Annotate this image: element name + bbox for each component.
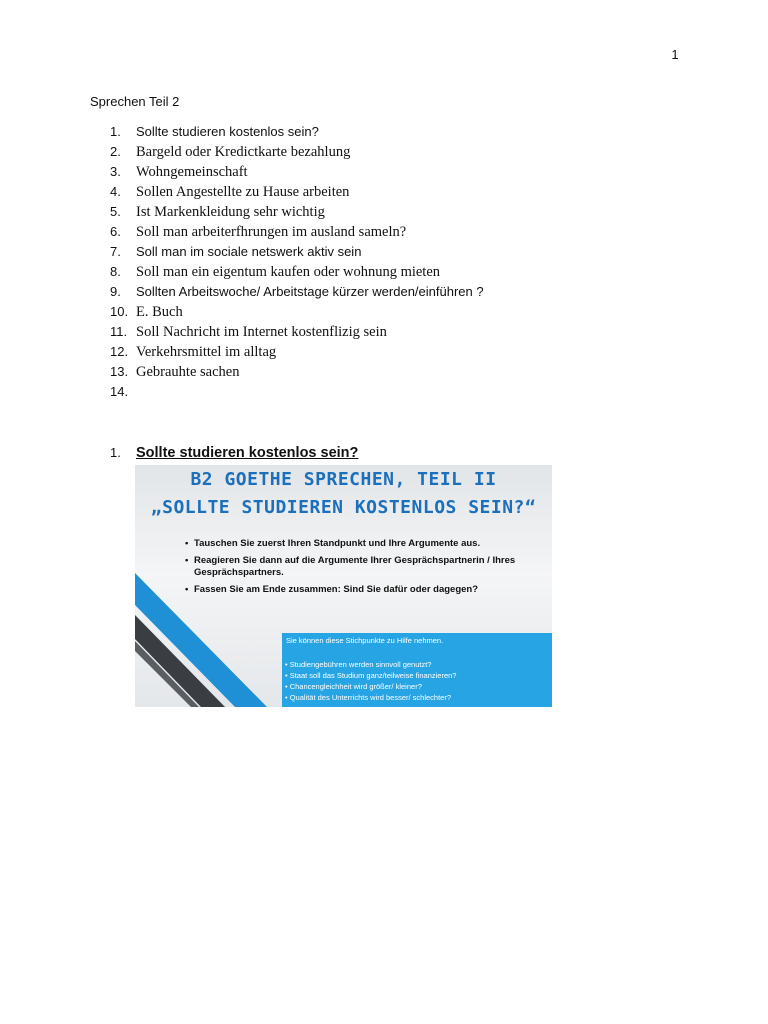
page-number: 1 — [671, 47, 679, 62]
section-number: 1. — [110, 445, 121, 460]
topic-text: Soll man ein eigentum kaufen oder wohnung mieten — [136, 264, 441, 280]
hint-box — [282, 633, 552, 707]
section-title: Sollte studieren kostenlos sein? — [136, 445, 359, 461]
topic-number: 7. — [110, 244, 121, 259]
topic-item — [110, 202, 484, 222]
topic-number: 8. — [110, 264, 121, 279]
topic-item — [110, 142, 484, 162]
topic-text: Sollten Arbeitswoche/ Arbeitstage kürzer werden/einführen ? — [136, 284, 484, 299]
topic-text: Gebrauhte sachen — [136, 364, 240, 380]
hint-intro: Sie können diese Stichpunkte zu Hilfe nehmen. — [286, 636, 444, 645]
topic-item — [110, 182, 484, 202]
document-heading: Sprechen Teil 2 — [90, 94, 180, 109]
topic-number: 12. — [110, 344, 129, 359]
topic-list — [110, 122, 484, 402]
slide-image — [135, 465, 552, 707]
topic-number: 4. — [110, 184, 121, 199]
topic-number: 6. — [110, 224, 121, 239]
topic-item — [110, 342, 484, 362]
topic-item — [110, 262, 484, 282]
topic-item — [110, 162, 484, 182]
slide-bullet: • Fassen Sie am Ende zusammen: Sind Sie dafür oder dagegen? — [185, 584, 535, 596]
hint-item: • Chancengleichheit wird größer/ kleiner? — [285, 682, 422, 691]
topic-item — [110, 282, 484, 302]
topic-number: 5. — [110, 204, 121, 219]
slide-title-line1: B2 GOETHE SPRECHEN, TEIL II — [190, 469, 497, 490]
topic-text: Bargeld oder Kredictkarte bezahlung — [136, 144, 351, 160]
topic-number: 1. — [110, 124, 121, 139]
topic-text: Soll man arbeiterfhrungen im ausland sameln? — [136, 224, 407, 240]
topic-number: 14. — [110, 384, 129, 399]
topic-item — [110, 362, 484, 382]
topic-number: 10. — [110, 304, 129, 319]
slide-bullet: • Tauschen Sie zuerst Ihren Standpunkt und Ihre Argumente aus. — [185, 538, 535, 550]
hint-item: • Studiengebühren werden sinnvoll genutzt? — [285, 660, 432, 669]
topic-text: Soll man im sociale netswerk aktiv sein — [136, 244, 362, 259]
topic-text: Ist Markenkleidung sehr wichtig — [136, 204, 325, 220]
topic-number: 2. — [110, 144, 121, 159]
topic-text: Sollen Angestellte zu Hause arbeiten — [136, 184, 350, 200]
topic-number: 3. — [110, 164, 121, 179]
topic-text: Sollte studieren kostenlos sein? — [136, 124, 319, 139]
topic-text: Wohngemeinschaft — [136, 164, 248, 180]
topic-number: 13. — [110, 364, 129, 379]
section-heading — [110, 444, 358, 462]
hint-list — [285, 659, 456, 703]
hint-item: • Qualität des Unterrichts wird besser/ schlechter? — [285, 693, 452, 702]
hint-item: • Staat soll das Studium ganz/teilweise finanzieren? — [285, 671, 457, 680]
topic-item — [110, 122, 484, 142]
topic-item — [110, 222, 484, 242]
topic-text: Soll Nachricht im Internet kostenflizig sein — [136, 324, 387, 340]
topic-item — [110, 382, 484, 402]
slide-bullets — [185, 538, 535, 601]
topic-item — [110, 302, 484, 322]
topic-number: 9. — [110, 284, 121, 299]
topic-text: Verkehrsmittel im alltag — [136, 344, 277, 360]
topic-number: 11. — [110, 324, 128, 339]
slide-bullet: • Reagieren Sie dann auf die Argumente Ihrer Gesprächspartnerin / Ihres Gesprächspartners. — [185, 555, 535, 579]
topic-item — [110, 322, 484, 342]
topic-item — [110, 242, 484, 262]
topic-text: E. Buch — [136, 304, 183, 320]
slide-title-line2: „SOLLTE STUDIEREN KOSTENLOS SEIN?“ — [150, 497, 537, 518]
